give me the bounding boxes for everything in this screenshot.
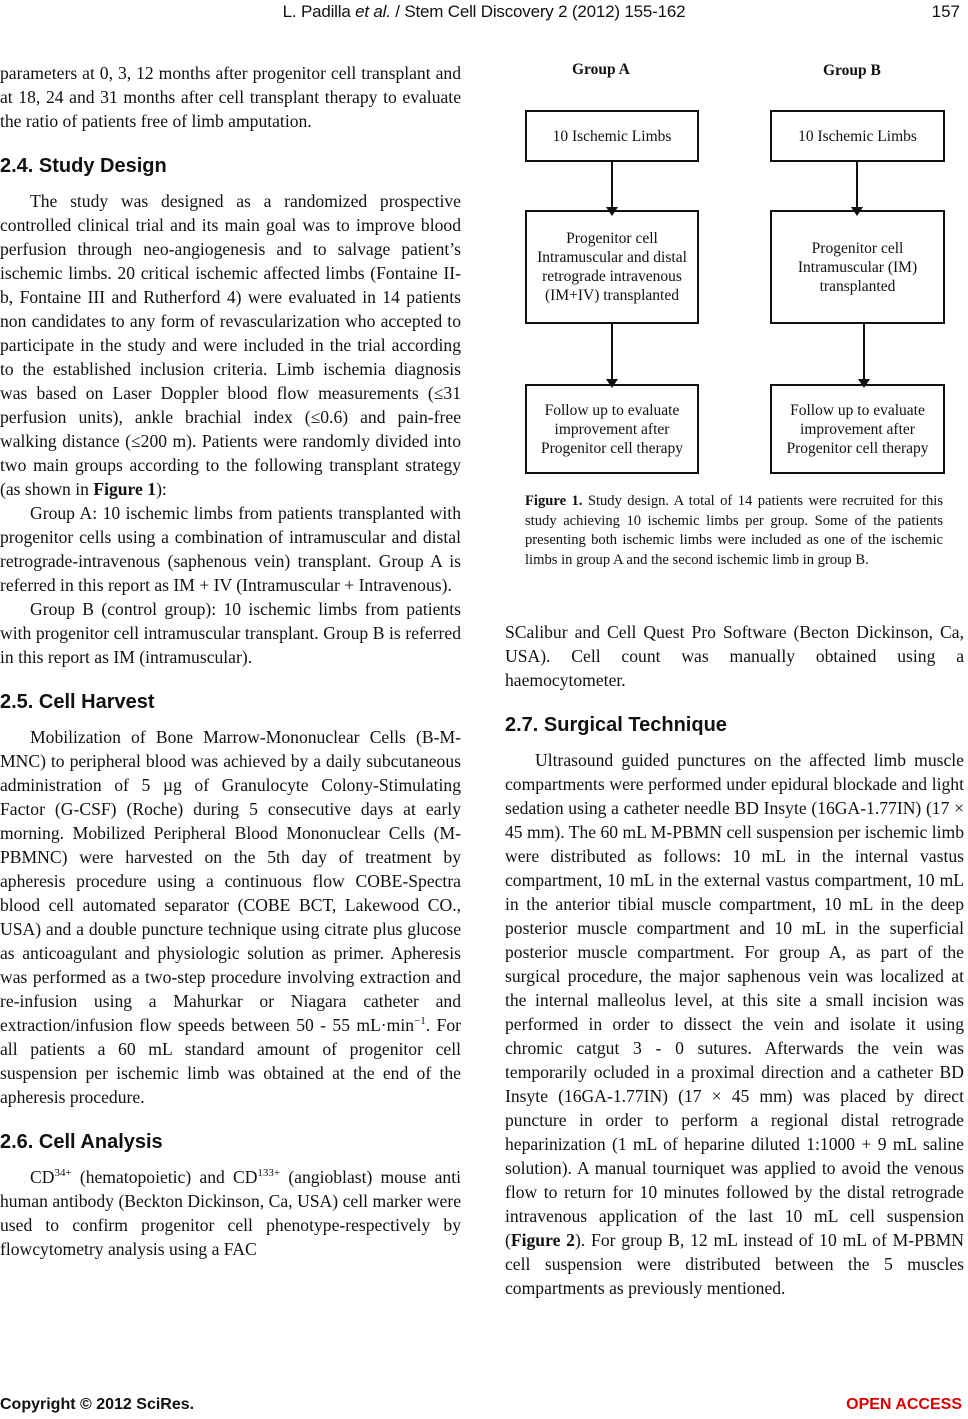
paragraph-group-a: Group A: 10 ischemic limbs from patients transplanted with progenitor cells using a combination of intramuscular and distal retrograde-intravenous (saphenous vein) transplant. Group A is referred in this report as IM + IV (Intramuscular + Intravenous). bbox=[0, 503, 461, 595]
arrow-down-icon bbox=[611, 162, 613, 214]
paragraph-study-design bbox=[0, 189, 461, 501]
running-title-journal: / Stem Cell Discovery 2 (2012) 155-162 bbox=[390, 2, 686, 21]
group-a-box-transplant: Progenitor cell Intramuscular and distal retrograde intravenous (IM+IV) transplanted bbox=[525, 210, 699, 324]
group-a-label: Group A bbox=[572, 61, 630, 78]
arrow-down-icon bbox=[611, 324, 613, 386]
group-b-box-transplant: Progenitor cell Intramuscular (IM) transplanted bbox=[770, 210, 945, 324]
figure-1-reference[interactable]: Figure 1 bbox=[93, 479, 157, 499]
paragraph-group-b: Group B (control group): 10 ischemic limbs from patients with progenitor cell intramuscular transplant. Group B is referred in this report as IM (intramuscular). bbox=[0, 599, 461, 667]
arrow-down-icon bbox=[863, 324, 865, 386]
running-header bbox=[0, 2, 968, 24]
paragraph-intro: parameters at 0, 3, 12 months after progenitor cell transplant and at 18, 24 and 31 months after cell transplant therapy to evaluate the ratio of patients free of limb amputation. bbox=[0, 63, 461, 131]
arrow-down-icon bbox=[856, 162, 858, 214]
page-number: 157 bbox=[931, 2, 960, 21]
superscript: 34+ bbox=[54, 1167, 72, 1180]
paragraph-text: CD bbox=[30, 1167, 55, 1187]
paragraph-cell-analysis bbox=[0, 1165, 461, 1261]
paragraph-text: ). For group B, 12 mL instead of 10 mL of M-PBMN cell suspension were distributed between the 5 muscles compartments as previously mentioned. bbox=[505, 1230, 964, 1298]
paragraph-cell-harvest bbox=[0, 725, 461, 1109]
paragraph-text: The study was designed as a randomized prospective controlled clinical trial and its main goal was to improve blood perfusion through neo-angiogenesis and to salvage patient’s ischemic limbs. 20 critical ischemic affected limbs (Fontaine II-b, Fontaine III and Rutherford 4) were evaluated in 14 patients non candidates to any form of revascularization who accepted to participate in the study and were included in the trial according to the established inclusion criteria. Limb ischemia diagnosis was based on Laser Doppler blood flow measurements (≤31 perfusion units), ankle brachial index (≤0.6) and pain-free walking distance (≤200 m). Patients were randomly divided into two main groups according to the following transplant strategy (as shown in bbox=[0, 191, 461, 499]
figure-1-flowchart bbox=[505, 56, 964, 486]
figure-2-reference[interactable]: Figure 2 bbox=[510, 1230, 575, 1250]
section-heading-2-6: 2.6. Cell Analysis bbox=[0, 1131, 163, 1153]
paragraph-continued: SCalibur and Cell Quest Pro Software (Becton Dickinson, Ca, USA). Cell count was manually obtained using a haemocytometer. bbox=[505, 622, 964, 690]
right-column bbox=[505, 620, 964, 1300]
caption-label: Figure 1. bbox=[525, 493, 583, 509]
paragraph-text: Ultrasound guided punctures on the affected limb muscle compartments were performed under epidural blockade and light sedation using a catheter needle BD Insyte (16GA-1.77IN) (17 × 45 mm). The 60 mL M-PBMN cell suspension per ischemic limb were distributed as follows: 10 mL in the internal vastus compartment, 10 mL in the external vastus compartment, 10 mL in the anterior tibial muscle compartment, 10 mL in the deep posterior muscle compartment and 10 mL in the superficial posterior muscle compartment. For group A, as part of the surgical procedure, the major saphenous vein was localized at the internal malleolus level, at this site a small incision was performed in order to dissect the vein and isolate it using chromic catgut 3 - 0 sutures. Afterwards the vein was temporarily ocluded in a proximal direction and a catheter BD Insyte (16GA-1.77IN) (17 × 45 mm) was placed by direct puncture in order to perform a regional distal retrograde heparinization (1 mL of heparine diluted 1:1000 + 9 mL saline solution). A manual tourniquet was applied to avoid the venous flow to return for 10 minutes followed by the distal retrograde intravenous application of the last 10 mL cell suspension ( bbox=[505, 750, 964, 1250]
open-access-label: OPEN ACCESS bbox=[846, 1396, 962, 1413]
paragraph-text: (angioblast) mouse anti human antibody (Beckton Dickinson, Ca, USA) cell marker were used to confirm progenitor cell phenotype-respectively by flowcytometry analysis using a FAC bbox=[0, 1167, 462, 1259]
paragraph-text: ): bbox=[156, 479, 167, 499]
paragraph-text: (hematopoietic) and CD bbox=[71, 1167, 258, 1187]
group-b-box-follow-up: Follow up to evaluate improvement after Progenitor cell therapy bbox=[770, 384, 945, 474]
running-title-etal: et al. bbox=[355, 2, 391, 21]
section-heading-2-4: 2.4. Study Design bbox=[0, 155, 167, 177]
page-footer bbox=[0, 1396, 968, 1418]
group-b-box-ischemic-limbs: 10 Ischemic Limbs bbox=[770, 110, 945, 162]
group-a-box-ischemic-limbs: 10 Ischemic Limbs bbox=[525, 110, 699, 162]
section-heading-2-7: 2.7. Surgical Technique bbox=[505, 714, 727, 736]
paragraph-text: Mobilization of Bone Marrow-Mononuclear Cells (B-M-MNC) to peripheral blood was achieved by a daily subcutaneous administration of 5 µg of Granulocyte Colony-Stimulating Factor (G-CSF) (Roche) during 5 consecutive days at early morning. Mobilized Peripheral Blood Mononuclear Cells (M-PBMNC) were harvested on the 5th day of treatment by apheresis procedure using a continuous flow COBE-Spectra blood cell automated separator (COBE BCT, Lakewood CO., USA) and a double puncture technique using citrate plus glucose as anticoagulant and physiologic solution as primer. Apheresis was performed as a two-step procedure involving extraction and re-infusion using a Mahurkar or Niagara catheter and extraction/infusion flow speeds between 50 - 55 mL·min bbox=[0, 727, 461, 1035]
figure-1-caption bbox=[525, 492, 943, 570]
paragraph-text: . For all patients a 60 mL standard amount of progenitor cell suspension per ischemic limb was obtained at the end of the apheresis procedure. bbox=[0, 1015, 461, 1107]
paragraph-surgical-technique bbox=[505, 748, 964, 1300]
caption-text: Study design. A total of 14 patients were recruited for this study achieving 10 ischemic limbs per group. Some of the patients presenting both ischemic limbs were included as one of the ischemic limbs in group A and the second ischemic limb in group B. bbox=[525, 493, 944, 568]
superscript: −1 bbox=[414, 1015, 426, 1028]
section-heading-2-5: 2.5. Cell Harvest bbox=[0, 691, 155, 713]
copyright-notice: Copyright © 2012 SciRes. bbox=[0, 1396, 195, 1413]
running-title bbox=[0, 2, 968, 22]
group-a-box-follow-up: Follow up to evaluate improvement after Progenitor cell therapy bbox=[525, 384, 699, 474]
superscript: 133+ bbox=[257, 1167, 281, 1180]
left-column bbox=[0, 56, 461, 1261]
running-title-authors: L. Padilla bbox=[282, 2, 356, 21]
group-b-label: Group B bbox=[823, 62, 881, 79]
